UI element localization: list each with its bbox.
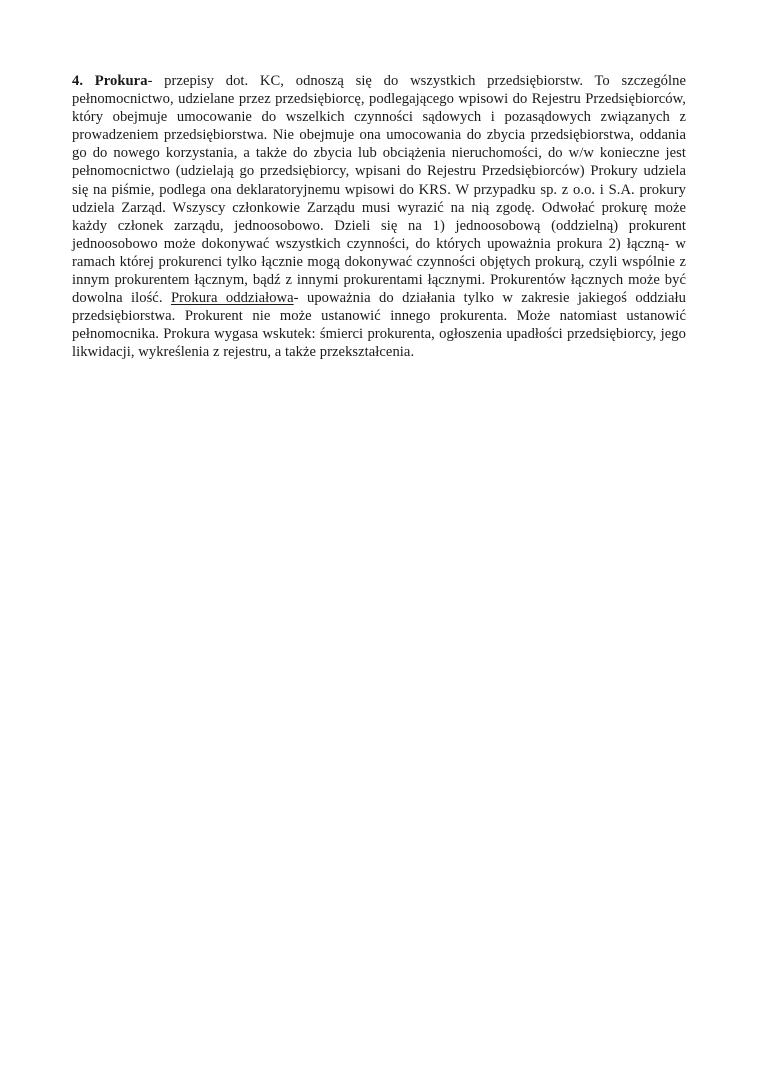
- underlined-term: Prokura oddziałowa: [170, 290, 294, 307]
- section-heading: [72, 73, 148, 89]
- paragraph-text-part-2: - upoważnia do działania tylko w zakresie jakiegoś oddziału przedsiębiorstwa. Prokurent nie może ustanowić innego prokurenta. Może natomiast ustanowić pełnomocnika. Prokura wygasa wskutek: śmierci prokurenta, ogłoszenia upadłości przedsiębiorcy, jego likwidacji, wykreślenia z rejestru, a także przekształcenia.: [72, 290, 686, 361]
- section-number: 4.: [72, 73, 84, 89]
- section-title: Prokura: [94, 73, 148, 89]
- body-paragraph: [72, 72, 686, 362]
- paragraph-text-part-1: - przepisy dot. KC, odnoszą się do wszystkich przedsiębiorstw. To szczególne pełnomocnictwo, udzielane przez przedsiębiorcę, podlegającego wpisowi do Rejestru Przedsiębiorców, który obejmuje umocowanie do wszelkich czynności sądowych i pozasądowych związanych z prowadzeniem przedsiębiorstwa. Nie obejmuje ona umocowania do zbycia przedsiębiorstwa, oddania go do nowego korzystania, a także do zbycia lub obciążenia nieruchomości, do w/w konieczne jest pełnomocnictwo (udzielają go przedsiębiorcy, wpisani do Rejestru Przedsiębiorców) Prokury udziela się na piśmie, podlega ona deklaratoryjnemu wpisowi do KRS. W przypadku sp. z o.o. i S.A. prokury udziela Zarząd. Wszyscy członkowie Zarządu musi wyrazić na nią zgodę. Odwołać prokurę może każdy członek zarządu, jednoosobowo. Dzieli się na 1) jednoosobową (oddzielną) prokurent jednoosobowo może dokonywać wszystkich czynności, do których upoważnia prokura 2) łączną- w ramach której prokurenci tylko łącznie mogą dokonywać czynności objętych prokurą, czyli wspólnie z innym prokurentem łącznym, bądź z innymi prokurentami łącznymi. Prokurentów łącznych może być dowolna ilość.: [72, 73, 686, 307]
